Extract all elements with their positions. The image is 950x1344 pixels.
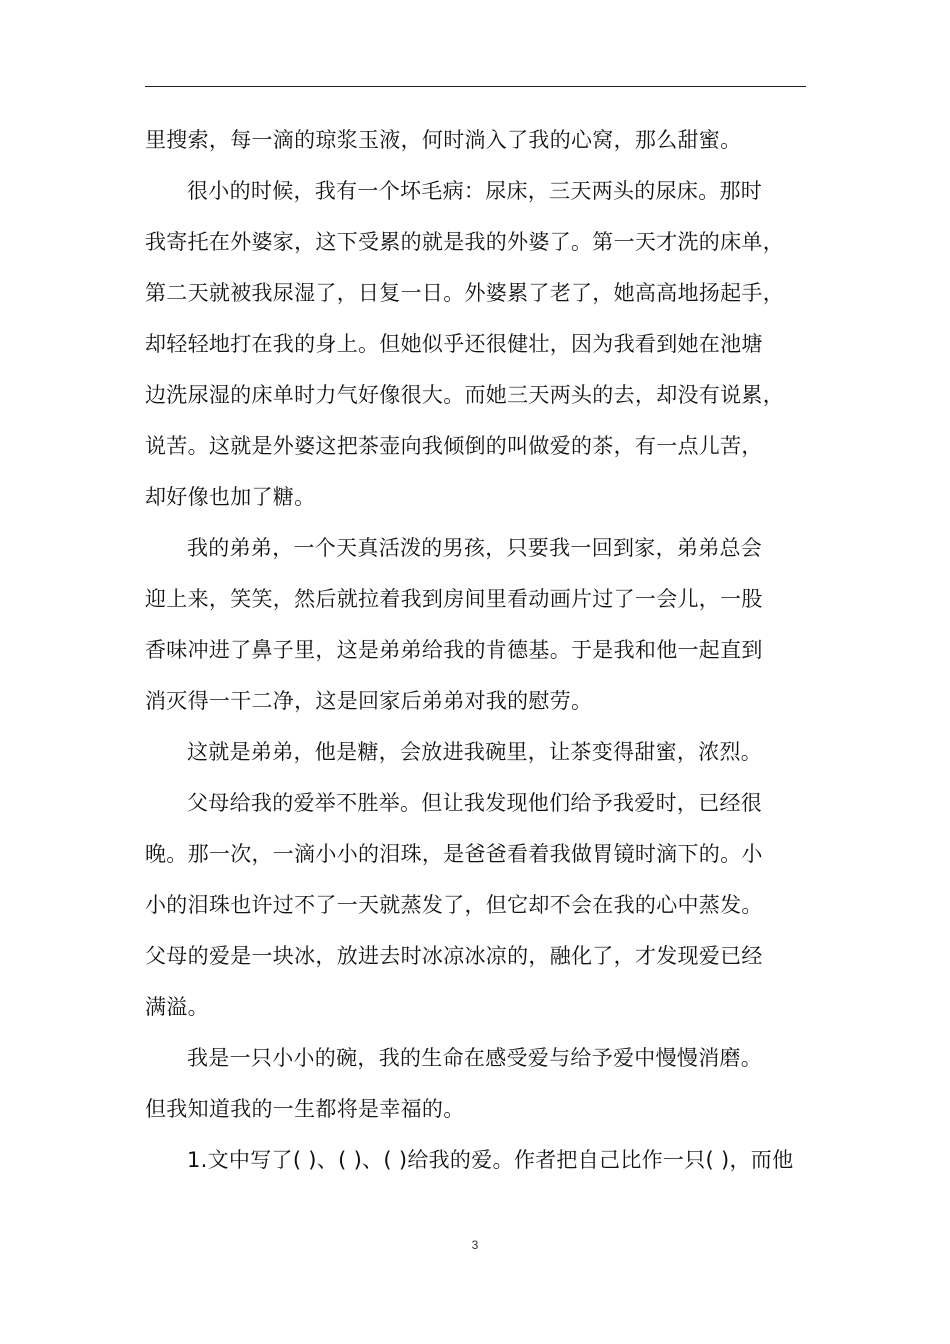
- text-line: 晚。那一次，一滴小小的泪珠，是爸爸看着我做胃镜时滴下的。小: [145, 842, 763, 866]
- text-line: 父母给我的爱举不胜举。但让我发现他们给予我爱时，已经很: [187, 791, 763, 815]
- text-line: 我是一只小小的碗，我的生命在感受爱与给予爱中慢慢消磨。: [187, 1046, 763, 1070]
- text-line: 父母的爱是一块冰，放进去时冰凉冰凉的，融化了，才发现爱已经: [145, 944, 763, 968]
- text-line: 说苦。这就是外婆这把茶壶向我倾倒的叫做爱的茶，有一点儿苦，: [145, 434, 763, 458]
- text-line: 但我知道我的一生都将是幸福的。: [145, 1097, 465, 1121]
- text-line: 第二天就被我尿湿了，日复一日。外婆累了老了，她高高地扬起手，: [145, 281, 784, 305]
- text-line: 满溢。: [145, 995, 209, 1019]
- text-line: 边洗尿湿的床单时力气好像很大。而她三天两头的去，却没有说累，: [145, 383, 784, 407]
- text-line: 消灭得一干二净，这是回家后弟弟对我的慰劳。: [145, 689, 593, 713]
- document-body: [145, 115, 813, 1186]
- text-line: 迎上来，笑笑，然后就拉着我到房间里看动画片过了一会儿，一股: [145, 587, 763, 611]
- text-line: 我的弟弟，一个天真活泼的男孩，只要我一回到家，弟弟总会: [187, 536, 763, 560]
- text-line: 里搜索，每一滴的琼浆玉液，何时淌入了我的心窝，那么甜蜜。: [145, 128, 742, 152]
- text-line: 却好像也加了糖。: [145, 485, 316, 509]
- text-line: 这就是弟弟，他是糖，会放进我碗里，让茶变得甜蜜，浓烈。: [187, 740, 763, 764]
- question-line: 1.文中写了( )、( )、( )给我的爱。作者把自己比作一只( )，而他: [187, 1148, 794, 1172]
- header-rule: [145, 86, 806, 87]
- text-line: 却轻轻地打在我的身上。但她似乎还很健壮，因为我看到她在池塘: [145, 332, 763, 356]
- text-line: 香味冲进了鼻子里，这是弟弟给我的肯德基。于是我和他一起直到: [145, 638, 763, 662]
- text-line: 小的泪珠也许过不了一天就蒸发了，但它却不会在我的心中蒸发。: [145, 893, 763, 917]
- page-number: 3: [471, 1238, 479, 1252]
- text-line: 很小的时候，我有一个坏毛病：尿床，三天两头的尿床。那时: [187, 179, 763, 203]
- text-line: 我寄托在外婆家，这下受累的就是我的外婆了。第一天才洗的床单，: [145, 230, 784, 254]
